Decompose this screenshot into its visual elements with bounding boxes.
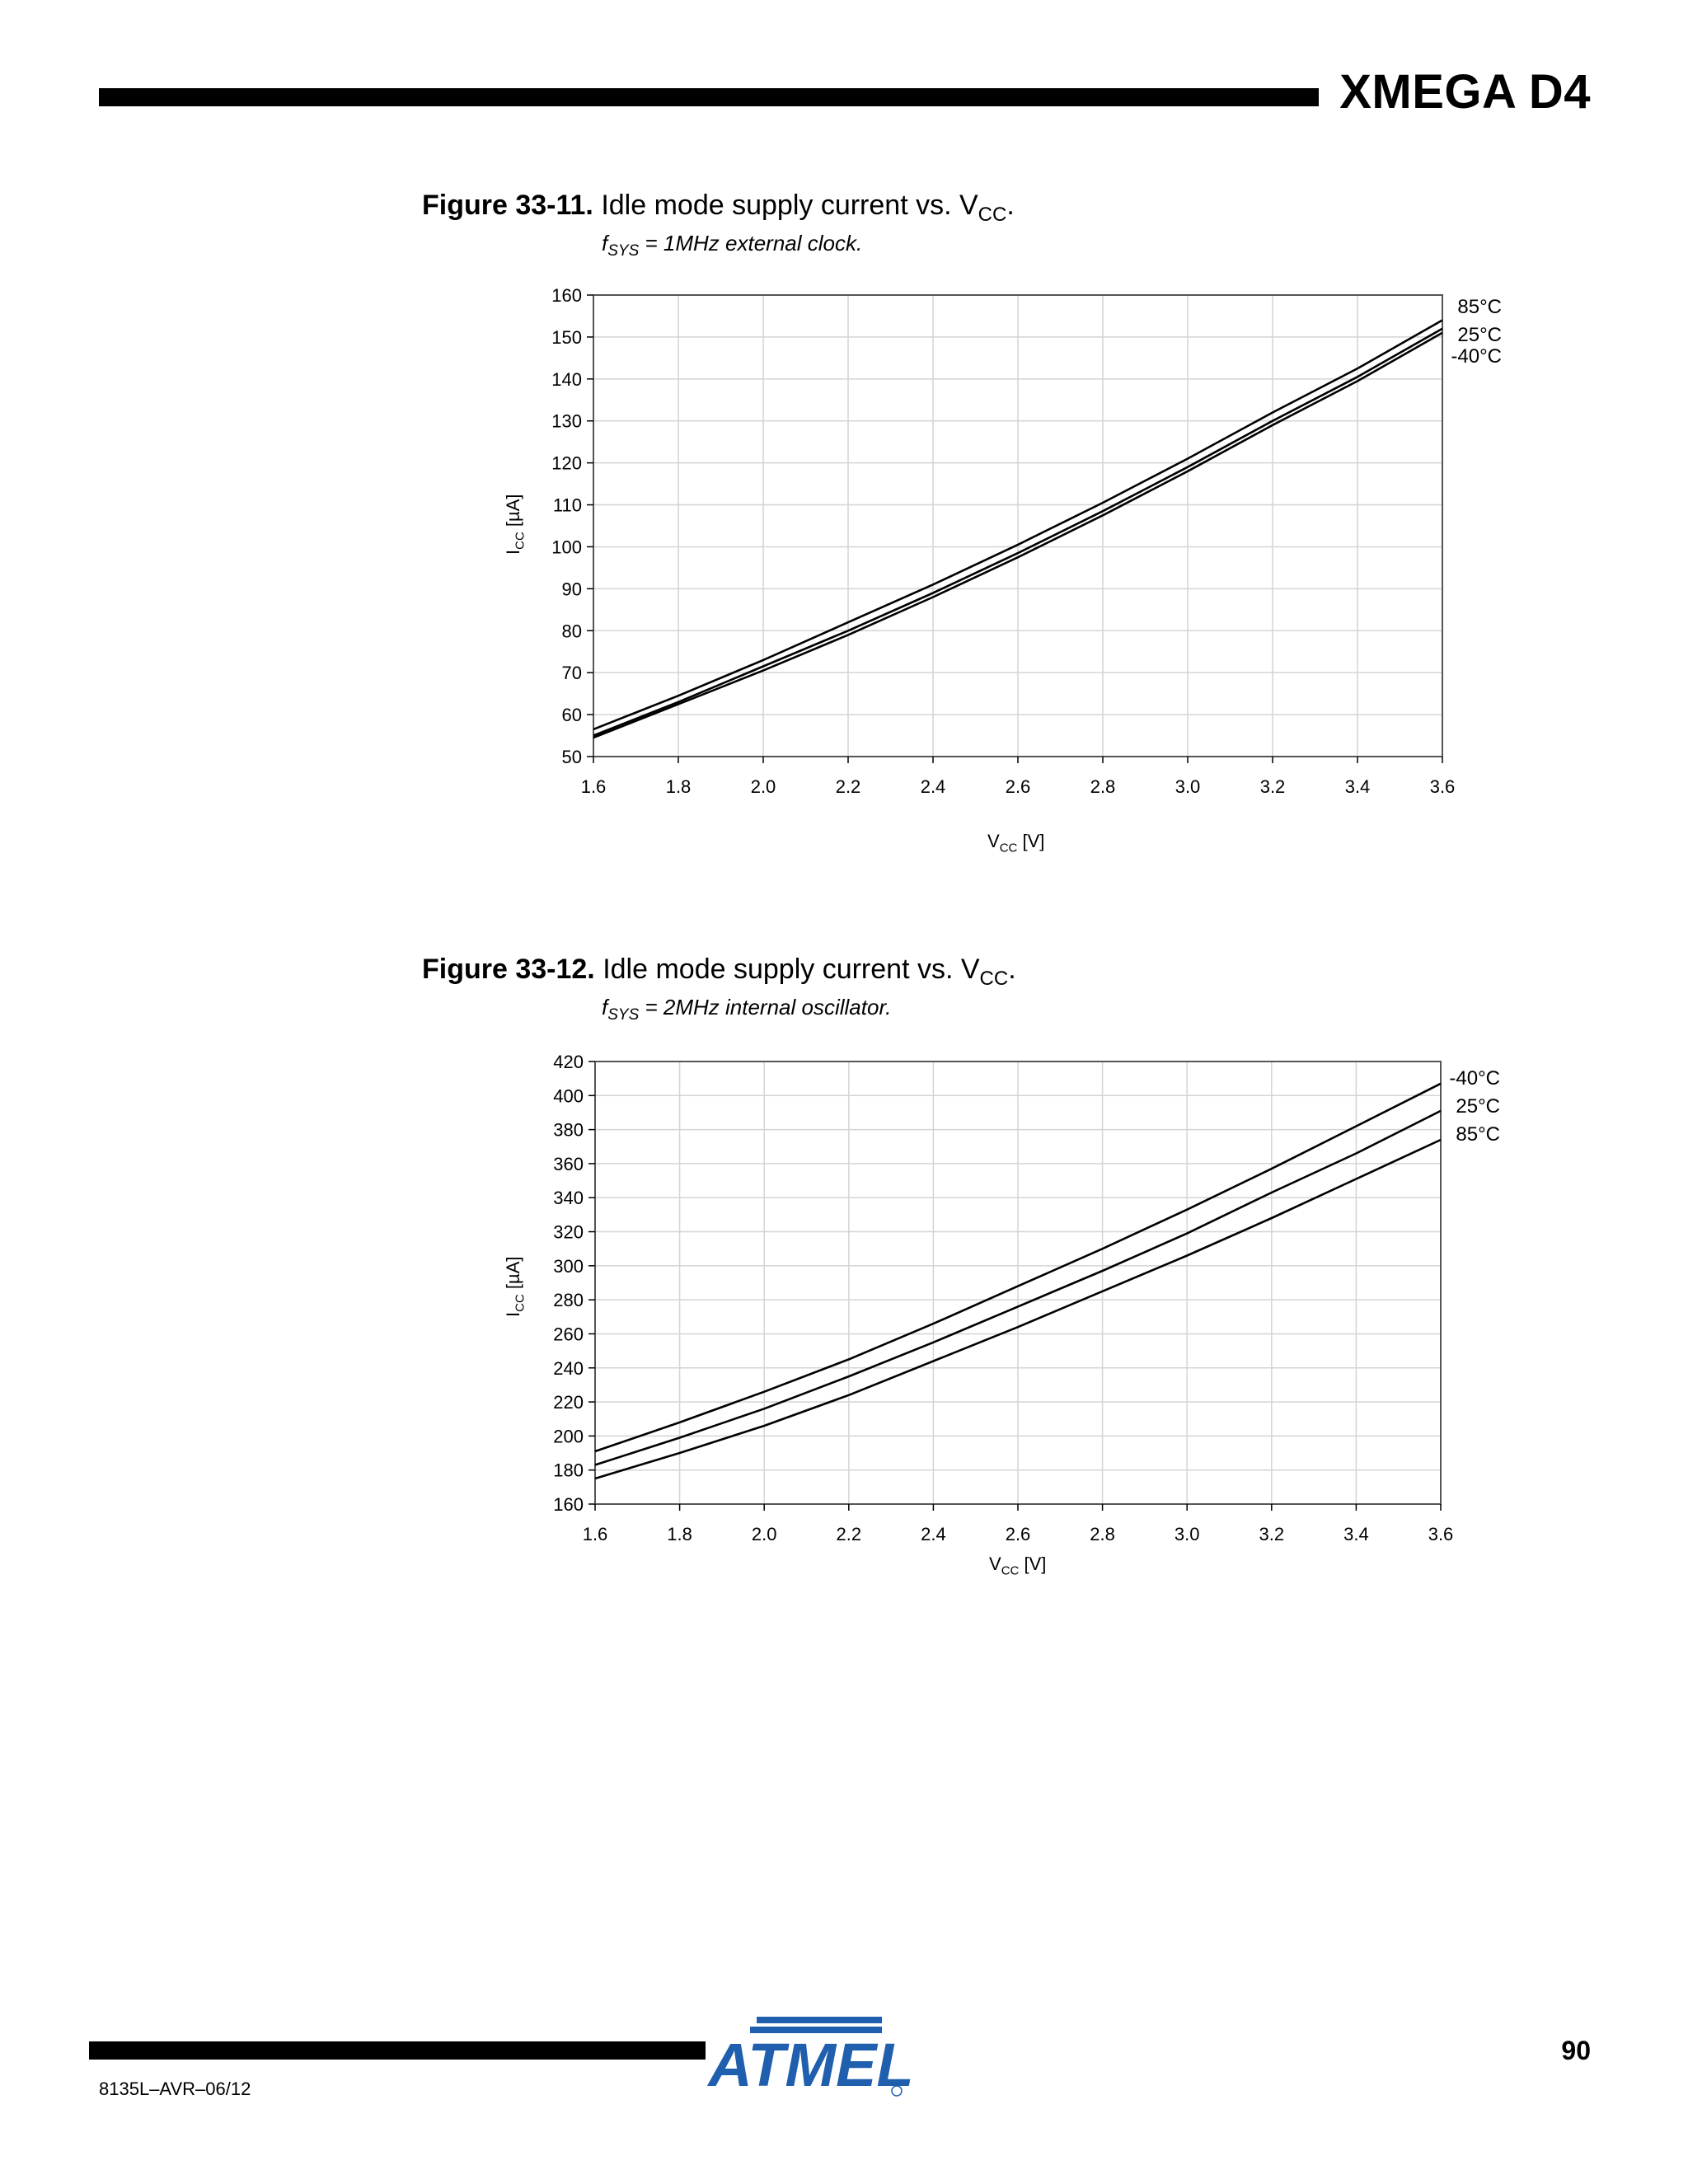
chart-1-xtick-label: 3.0 <box>1175 776 1201 797</box>
chart-2-xtick-label: 3.4 <box>1343 1524 1369 1544</box>
figure-2-title-sub: CC <box>979 967 1009 990</box>
chart-1-xtick-label: 2.0 <box>750 776 776 797</box>
chart-1-ylabel: I <box>503 549 523 555</box>
chart-1-xtick-label: 1.6 <box>580 776 607 797</box>
chart-1-xtick-label: 2.2 <box>835 776 861 797</box>
chart-1-ytick-label: 90 <box>561 579 582 600</box>
chart-2-xtick-label: 2.0 <box>751 1524 777 1544</box>
chart-2-series-label: 85°C <box>1456 1123 1500 1146</box>
chart-2-ytick-label: 240 <box>553 1357 584 1379</box>
chart-2-ytick-label: 320 <box>553 1221 584 1243</box>
figure-2-title: Idle mode supply current vs. V <box>603 954 980 985</box>
chart-1-ytick-label: 70 <box>561 663 582 684</box>
figure-1-condition-text: = 1MHz external clock. <box>639 231 863 255</box>
footer-rule <box>89 2041 706 2060</box>
figure-1-condition-sub: SYS <box>607 242 640 260</box>
chart-2-ytick-label: 400 <box>553 1085 584 1107</box>
chart-1-ytick-label: 140 <box>551 368 582 390</box>
chart-2-ytick-label: 360 <box>553 1153 584 1174</box>
chart-2-ylabel-sub: CC <box>513 1294 528 1312</box>
chart-2-ytick-label: 280 <box>553 1290 584 1311</box>
figure-2-condition-sub: SYS <box>607 1006 640 1024</box>
chart-1-series-label: 85°C <box>1457 296 1502 318</box>
chart-1-ytick-label: 150 <box>551 326 582 348</box>
chart-1-series-label: -40°C <box>1451 345 1502 368</box>
chart-1-ytick-label: 80 <box>561 621 582 642</box>
chart-2-xtick-label: 2.8 <box>1090 1524 1115 1544</box>
chart-1-xlabel-sub: CC <box>999 841 1018 855</box>
chart-1-series-label: 25°C <box>1457 324 1502 346</box>
chart-2-ytick-label: 300 <box>553 1255 584 1277</box>
figure-2-condition-text: = 2MHz internal oscillator. <box>639 995 892 1019</box>
chart-2-xtick-label: 3.0 <box>1174 1524 1200 1544</box>
chart-1-ytick-label: 130 <box>551 410 582 432</box>
chart-1-xtick-label: 2.6 <box>1005 776 1031 797</box>
atmel-logo-icon <box>708 2015 914 2099</box>
chart-1-ytick-label: 160 <box>551 285 582 306</box>
chart-2-ylabel-unit: [µA] <box>503 1256 523 1295</box>
figure-2-number: Figure 33-12. <box>422 954 595 985</box>
chart-1-xlabel-unit: [V] <box>1017 831 1045 851</box>
document-code: 8135L–AVR–06/12 <box>99 2079 251 2099</box>
figure-1-number: Figure 33-11. <box>422 190 593 221</box>
chart-1-xtick-label: 3.2 <box>1259 776 1286 797</box>
chart-2-ytick-label: 180 <box>553 1460 584 1481</box>
chart-2-xtick-label: 1.8 <box>667 1524 692 1544</box>
figure-1-title-sub: CC <box>978 203 1007 226</box>
chart-2-xtick-label: 2.2 <box>836 1524 862 1544</box>
chart-2-y-axis-label <box>495 1253 544 1319</box>
chart-1-ytick-label: 110 <box>552 494 582 516</box>
chart-1-xlabel: V <box>987 831 1000 851</box>
atmel-logo <box>708 2015 914 2099</box>
chart-1-ylabel-unit: [µA] <box>503 494 523 532</box>
chart-2-xtick-label: 3.6 <box>1428 1524 1454 1544</box>
chart-2-ytick-label: 380 <box>553 1119 584 1141</box>
document-title: XMEGA D4 <box>1339 65 1591 119</box>
chart-1-xtick-label: 2.8 <box>1090 776 1116 797</box>
chart-2-series-label: 25°C <box>1456 1095 1500 1118</box>
chart-2-ylabel: I <box>503 1311 523 1317</box>
chart-2-xtick-label: 2.6 <box>1005 1524 1031 1544</box>
chart-1-xtick-label: 2.4 <box>920 776 946 797</box>
chart-2-xlabel-unit: [V] <box>1019 1554 1047 1574</box>
chart-2-xlabel: V <box>989 1554 1001 1574</box>
chart-2-ytick-label: 220 <box>553 1392 584 1413</box>
chart-1-xtick-label: 3.6 <box>1429 776 1456 797</box>
chart-2-series-label: -40°C <box>1449 1067 1500 1090</box>
chart-2-ytick-label: 420 <box>553 1052 584 1072</box>
chart-1-ytick-label: 100 <box>551 537 582 558</box>
chart-2-ytick-label: 340 <box>553 1188 584 1209</box>
chart-1-ylabel-sub: CC <box>513 532 528 550</box>
chart-2-xtick-label: 3.2 <box>1259 1524 1285 1544</box>
figure-1-title: Idle mode supply current vs. V <box>601 190 978 221</box>
figure-2-title-end: . <box>1008 954 1016 985</box>
chart-2-ytick-label: 160 <box>553 1494 584 1515</box>
chart-1-ytick-label: 60 <box>561 705 582 726</box>
chart-2-xtick-label: 1.6 <box>582 1524 608 1544</box>
chart-1-ytick-label: 50 <box>561 747 582 767</box>
chart-1-xtick-label: 1.8 <box>665 776 692 797</box>
page-number: 90 <box>1561 2036 1591 2065</box>
figure-2-condition-f: f <box>602 995 608 1019</box>
atmel-logo-text: ATMEL <box>708 2031 914 2099</box>
chart-2-ytick-label: 260 <box>553 1324 584 1345</box>
chart-1-ytick-label: 120 <box>551 452 582 474</box>
chart-2-x-axis-label <box>989 1554 1046 1577</box>
figure-1-condition-f: f <box>602 231 608 255</box>
chart-2-xtick-label: 2.4 <box>921 1524 946 1544</box>
chart-1-xtick-label: 3.4 <box>1344 776 1371 797</box>
figure-1-title-end: . <box>1006 190 1015 221</box>
chart-2-ytick-label: 200 <box>553 1426 584 1447</box>
chart-2-xlabel-sub: CC <box>1001 1563 1020 1578</box>
